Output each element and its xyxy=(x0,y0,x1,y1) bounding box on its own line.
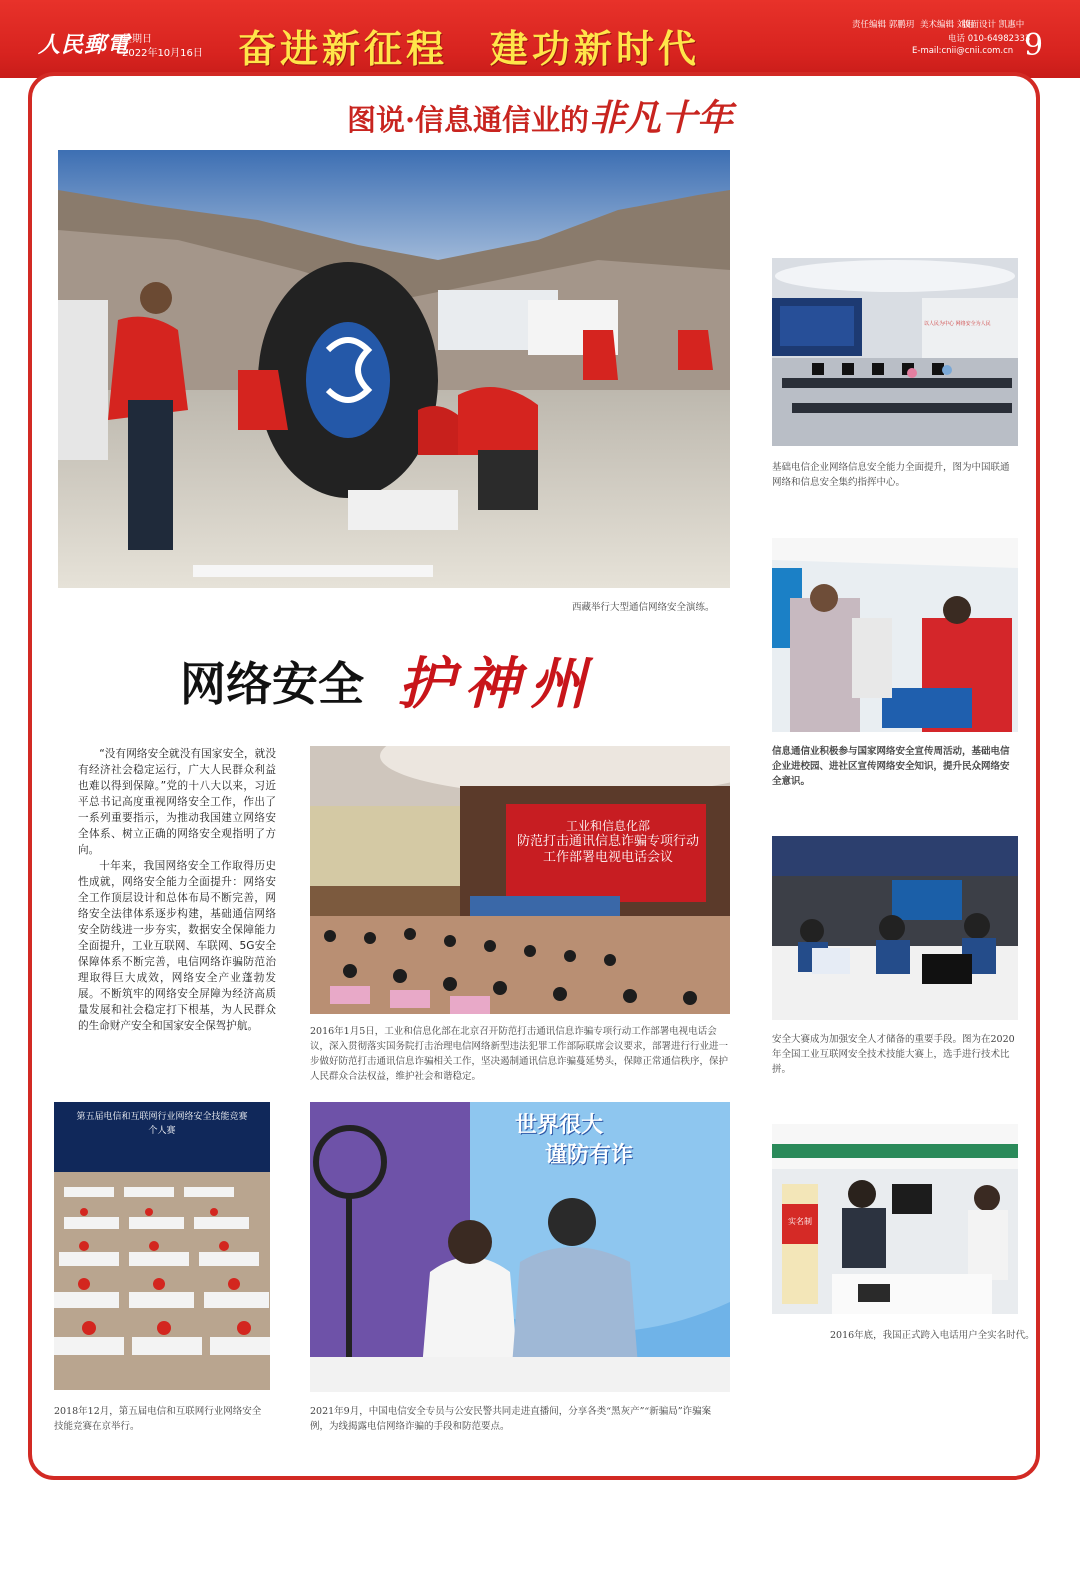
control-room-wall-text: 以人民为中心 网络安全为人民 xyxy=(924,321,991,327)
caption-service-hall: 2016年底，我国正式跨入电话用户全实名时代。 xyxy=(830,1330,1035,1341)
livestream-poster-line2: 谨防有诈 xyxy=(545,1142,634,1168)
section-title xyxy=(310,90,770,141)
headline-part2: 护神州 xyxy=(398,651,596,717)
caption-conference: 2016年1月5日，工业和信息化部在北京召开防范打击通讯信息诈骗专项行动工作部署电视电话会议，深入贯彻落实国务院打击治理电信网络新型违法犯罪工作部际联席会议要求，部署进行行业进一步做好防范打击通讯信息诈骗相关工作，坚决遏制通讯信息诈骗蔓延势头，保障正常通信秩序，保护人民群众合法权益，维护社会和谐稳定。 xyxy=(310,1026,729,1082)
caption-competition-hall: 2018年12月，第五届电信和互联网行业网络安全技能竞赛在京举行。 xyxy=(54,1406,262,1432)
masthead-slogan: 奋进新征程 建功新时代 xyxy=(238,26,701,71)
article-body xyxy=(78,746,276,1034)
conference-screen-line2: 防范打击通讯信息诈骗专项行动 xyxy=(516,834,699,849)
conference-screen-text xyxy=(510,818,706,866)
caption-livestream: 2021年9月，中国电信安全专员与公安民警共同走进直播间，分享各类“黑灰产”“新骗局”诈骗案例，为线揭露电信网络诈骗的手段和防范要点。 xyxy=(310,1406,712,1432)
photo-control-room xyxy=(772,258,1018,446)
livestream-poster-line1: 世界很大 xyxy=(515,1112,604,1138)
conference-screen-line3: 工作部署电视电话会议 xyxy=(542,850,673,865)
competition-banner xyxy=(64,1110,260,1138)
issue-date: 2022年10月16日 xyxy=(122,48,203,59)
section-title-prefix: 图说·信息通信业的 xyxy=(346,103,590,137)
article-paragraph-1: “没有网络安全就没有国家安全，就没有经济社会稳定运行，广大人民群众利益也难以得到保障。”党的十八大以来，习近平总书记高度重视网络安全工作，作出了一系列重要指示，为推动我国建立网络安全体系、树立正确的网络安全观指明了方向。 xyxy=(78,748,276,856)
caption-competition-teams: 安全大赛成为加强安全人才储备的重要手段。图为在2020年全国工业互联网安全技术技能大赛上，选手进行技术比拼。 xyxy=(772,1034,1015,1075)
competition-banner-line1: 第五届电信和互联网行业网络安全技能竞赛 xyxy=(76,1112,248,1122)
credit-art-editor: 美术编辑 刘姐 xyxy=(920,20,974,30)
china-mobile-logo-icon xyxy=(348,300,349,301)
article-paragraph-2: 十年来，我国网络安全工作取得历史性成就，网络安全能力全面提升：网络安全工作顶层设计和总体布局不断完善，网络安全法律体系逐步构建，基础通信网络安全防线进一步夯实，数据安全保障能力全面提升，工业互联网、车联网、5G安全保障体系不断完善，电信网络诈骗防范治理取得巨大成效，网络安全产业蓬勃发展。不断筑牢的网络安全屏障为经济高质量发展和社会稳定打下根基，为人民群众的生命财产安全和国家安全保驾护航。 xyxy=(78,860,276,1032)
caption-promo-event: 信息通信业积极参与国家网络安全宣传周活动，基础电信企业进校园、进社区宣传网络安全知识，提升民众网络安全意识。 xyxy=(772,746,1010,787)
credit-editor: 责任编辑 郭鹏玥 xyxy=(852,20,915,30)
photo-tibet-drill xyxy=(58,150,730,588)
credit-phone: 电话 010-64982333 xyxy=(948,34,1031,44)
photo-livestream xyxy=(310,1102,730,1392)
caption-tibet-drill: 西藏举行大型通信网络安全演练。 xyxy=(572,602,715,613)
livestream-poster xyxy=(515,1110,633,1170)
credit-layout: 版面设计 凯惠中 xyxy=(962,20,1025,30)
photo-competition-hall xyxy=(54,1102,270,1390)
photo-competition-teams xyxy=(772,836,1018,1020)
caption-control-room: 基础电信企业网络信息安全能力全面提升，图为中国联通网络和信息安全集约指挥中心。 xyxy=(772,462,1010,488)
photo-promo-event xyxy=(772,538,1018,732)
section-title-highlight: 非凡十年 xyxy=(589,97,734,139)
issue-weekday: 星期日 xyxy=(122,34,152,45)
competition-banner-line2: 个人赛 xyxy=(148,1126,176,1136)
conference-screen-line1: 工业和信息化部 xyxy=(565,819,650,833)
photo-conference xyxy=(310,746,730,1014)
service-hall-sign: 实名制 xyxy=(788,1217,812,1226)
photo-service-hall xyxy=(772,1124,1018,1314)
headline-part1: 网络安全 xyxy=(180,657,364,711)
page-number: 9 xyxy=(1024,28,1044,63)
credit-email: E-mail:cnii@cnii.com.cn xyxy=(912,46,1014,56)
newspaper-logo: 人民郵電 xyxy=(38,32,131,58)
